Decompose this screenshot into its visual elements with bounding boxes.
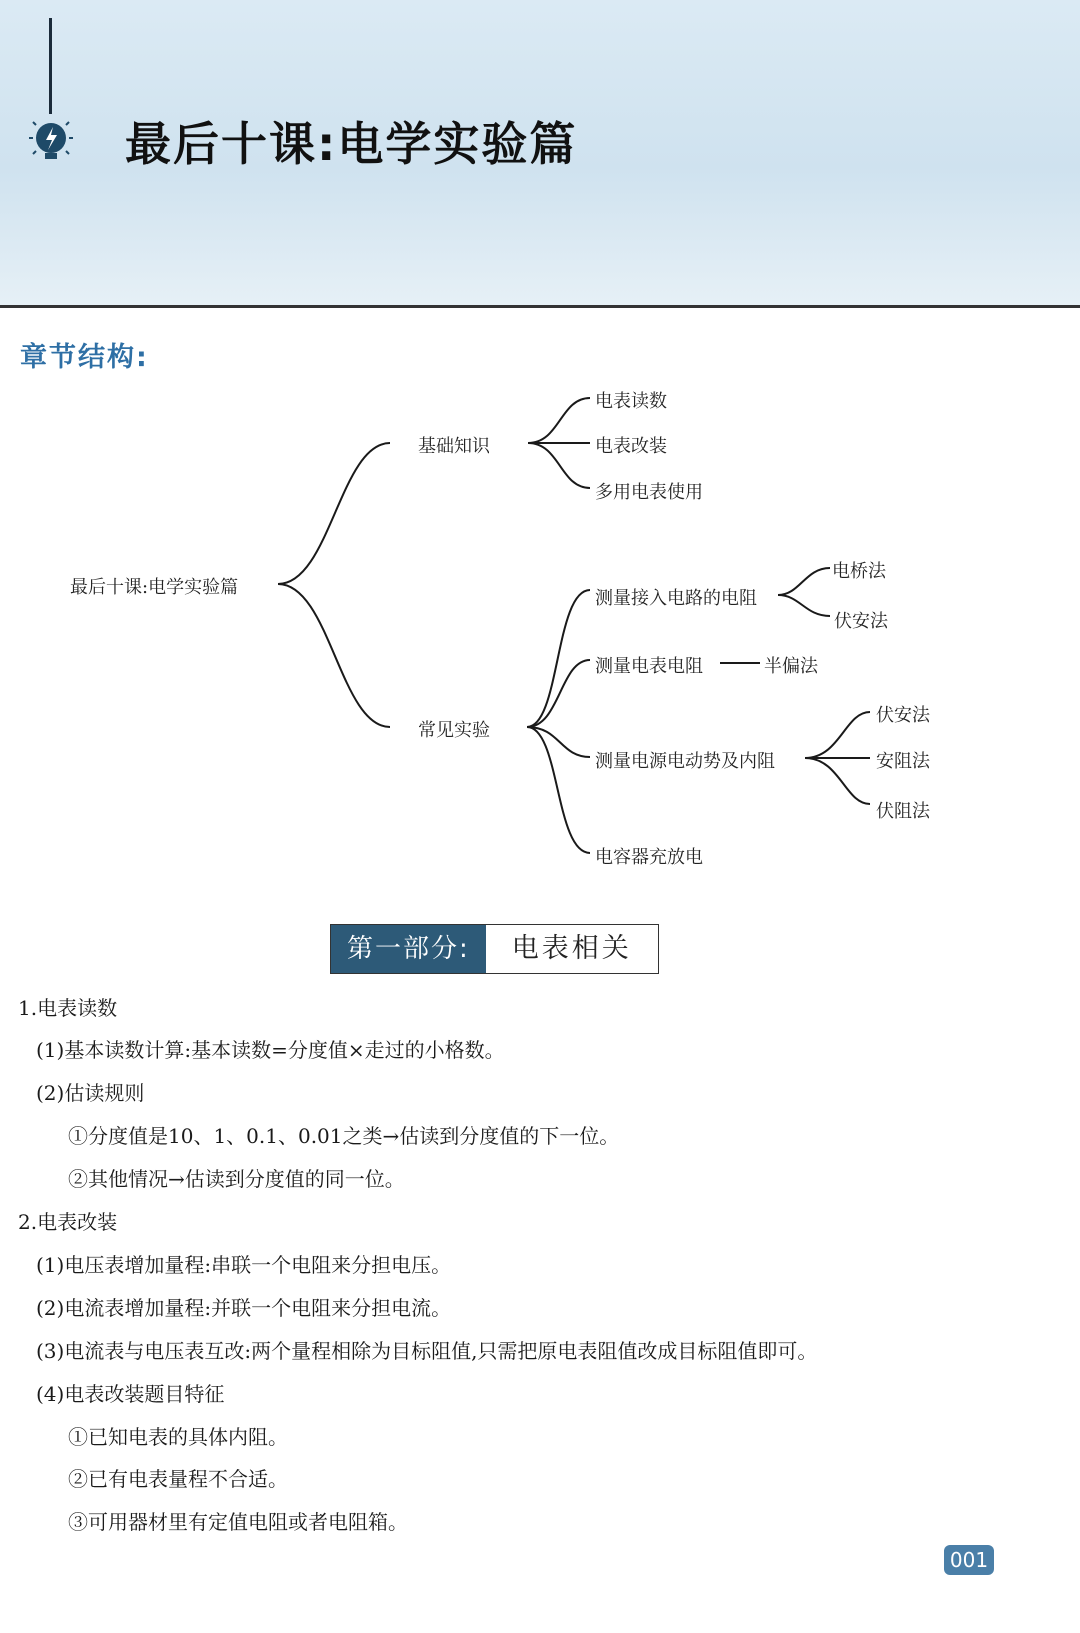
mindmap-measure-meter-resistance: 测量电表电阻	[595, 656, 703, 677]
section-2-item-4a: ①已知电表的具体内阻。	[68, 1425, 288, 1449]
mindmap-measure-emf: 测量电源电动势及内阻	[595, 751, 775, 772]
mindmap-common-experiments: 常见实验	[418, 720, 490, 741]
section-2-item-4c: ③可用器材里有定值电阻或者电阻箱。	[68, 1510, 408, 1534]
mindmap-root: 最后十课:电学实验篇	[70, 577, 239, 598]
section-1-title: 1.电表读数	[18, 996, 118, 1020]
page-number: 001	[944, 1545, 994, 1575]
section-2-title: 2.电表改装	[18, 1210, 118, 1234]
chapter-structure-label: 章节结构:	[20, 342, 149, 373]
mindmap-emf-ammeter-resistance: 安阻法	[876, 751, 930, 772]
page-title: 最后十课:电学实验篇	[125, 117, 578, 171]
section-2-item-1: (1)电压表增加量程:串联一个电阻来分担电压。	[36, 1253, 452, 1277]
part-number: 第一部分:	[331, 925, 486, 973]
section-2-item-4: (4)电表改装题目特征	[36, 1382, 225, 1406]
section-2-item-3: (3)电流表与电压表互改:两个量程相除为目标阻值,只需把原电表阻值改成目标阻值即可。	[36, 1339, 818, 1363]
mindmap-half-deflection-method: 半偏法	[764, 656, 818, 677]
part-title: 电表相关	[486, 925, 658, 973]
section-1-item-1: (1)基本读数计算:基本读数=分度值×走过的小格数。	[36, 1038, 505, 1062]
mindmap-bridge-method: 电桥法	[832, 561, 886, 582]
mindmap-measure-resistance: 测量接入电路的电阻	[595, 588, 757, 609]
mindmap-basic-knowledge: 基础知识	[418, 436, 490, 457]
section-2-item-4b: ②已有电表量程不合适。	[68, 1467, 288, 1491]
section-1-item-2: (2)估读规则	[36, 1081, 145, 1105]
section-1-item-2a: ①分度值是10、1、0.1、0.01之类→估读到分度值的下一位。	[68, 1124, 620, 1148]
mindmap-capacitor-charging: 电容器充放电	[595, 847, 703, 868]
mindmap-meter-reading: 电表读数	[595, 391, 667, 412]
mindmap-emf-voltmeter-resistance: 伏阻法	[876, 801, 930, 822]
mindmap-multimeter-use: 多用电表使用	[595, 482, 703, 503]
mindmap-voltammetry-method: 伏安法	[834, 611, 888, 632]
part-header	[330, 924, 659, 974]
section-1-item-2b: ②其他情况→估读到分度值的同一位。	[68, 1167, 405, 1191]
mindmap-emf-voltammetry: 伏安法	[876, 705, 930, 726]
mindmap-meter-modification: 电表改装	[595, 436, 667, 457]
section-2-item-2: (2)电流表增加量程:并联一个电阻来分担电流。	[36, 1296, 452, 1320]
